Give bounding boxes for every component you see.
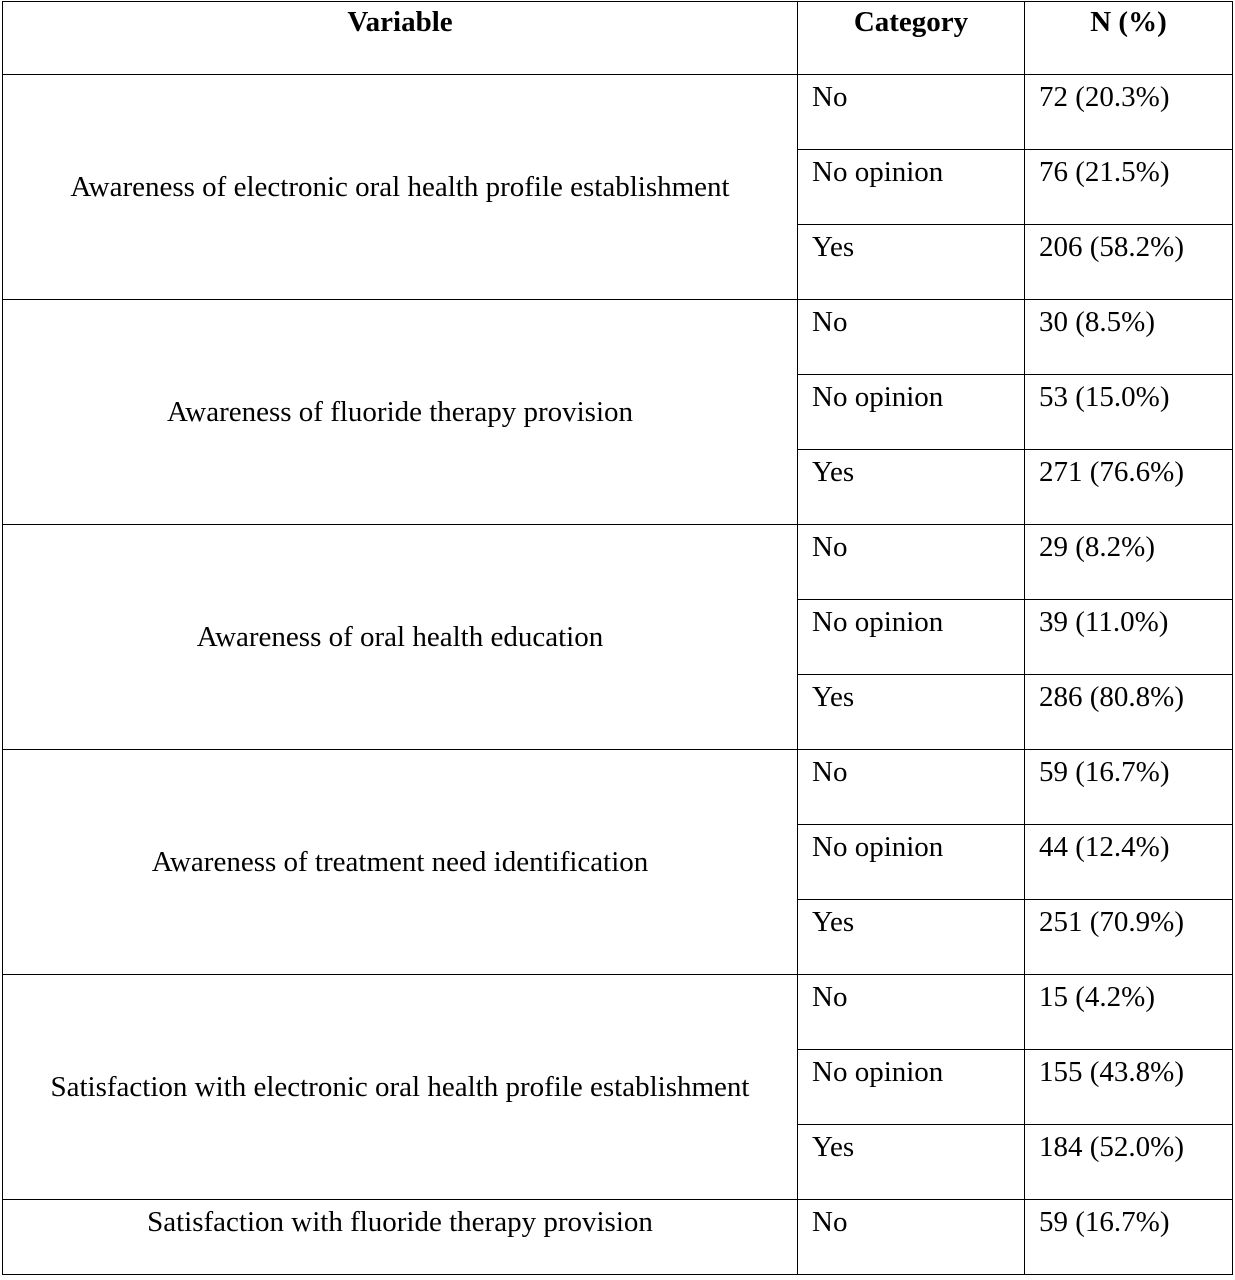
category-cell: No opinion [798, 1050, 1025, 1125]
variable-cell: Awareness of electronic oral health profile establishment [3, 75, 798, 300]
value-cell: 39 (11.0%) [1025, 600, 1233, 675]
value-cell: 251 (70.9%) [1025, 900, 1233, 975]
table-row [3, 975, 1233, 1050]
table-row [3, 300, 1233, 375]
category-cell: Yes [798, 450, 1025, 525]
header-variable: Variable [3, 2, 798, 75]
header-category: Category [798, 2, 1025, 75]
table-row [3, 75, 1233, 150]
value-cell: 15 (4.2%) [1025, 975, 1233, 1050]
table-row [3, 525, 1233, 600]
category-cell: Yes [798, 225, 1025, 300]
header-n-percent: N (%) [1025, 2, 1233, 75]
value-cell: 271 (76.6%) [1025, 450, 1233, 525]
category-cell: Yes [798, 900, 1025, 975]
value-cell: 206 (58.2%) [1025, 225, 1233, 300]
category-cell: No opinion [798, 600, 1025, 675]
value-cell: 59 (16.7%) [1025, 1200, 1233, 1275]
category-cell: No [798, 750, 1025, 825]
variable-cell: Satisfaction with fluoride therapy provision [3, 1200, 798, 1275]
variable-cell: Awareness of fluoride therapy provision [3, 300, 798, 525]
value-cell: 72 (20.3%) [1025, 75, 1233, 150]
data-table [2, 1, 1233, 1275]
variable-cell: Awareness of oral health education [3, 525, 798, 750]
value-cell: 53 (15.0%) [1025, 375, 1233, 450]
value-cell: 76 (21.5%) [1025, 150, 1233, 225]
category-cell: No opinion [798, 825, 1025, 900]
value-cell: 184 (52.0%) [1025, 1125, 1233, 1200]
variable-cell: Awareness of treatment need identification [3, 750, 798, 975]
table-row [3, 750, 1233, 825]
category-cell: Yes [798, 675, 1025, 750]
value-cell: 59 (16.7%) [1025, 750, 1233, 825]
table-row [3, 1200, 1233, 1275]
category-cell: Yes [798, 1125, 1025, 1200]
category-cell: No [798, 1200, 1025, 1275]
value-cell: 44 (12.4%) [1025, 825, 1233, 900]
category-cell: No [798, 75, 1025, 150]
variable-cell: Satisfaction with electronic oral health profile establishment [3, 975, 798, 1200]
value-cell: 286 (80.8%) [1025, 675, 1233, 750]
value-cell: 155 (43.8%) [1025, 1050, 1233, 1125]
category-cell: No opinion [798, 375, 1025, 450]
category-cell: No [798, 975, 1025, 1050]
value-cell: 29 (8.2%) [1025, 525, 1233, 600]
category-cell: No opinion [798, 150, 1025, 225]
value-cell: 30 (8.5%) [1025, 300, 1233, 375]
header-row [3, 2, 1233, 75]
category-cell: No [798, 300, 1025, 375]
category-cell: No [798, 525, 1025, 600]
